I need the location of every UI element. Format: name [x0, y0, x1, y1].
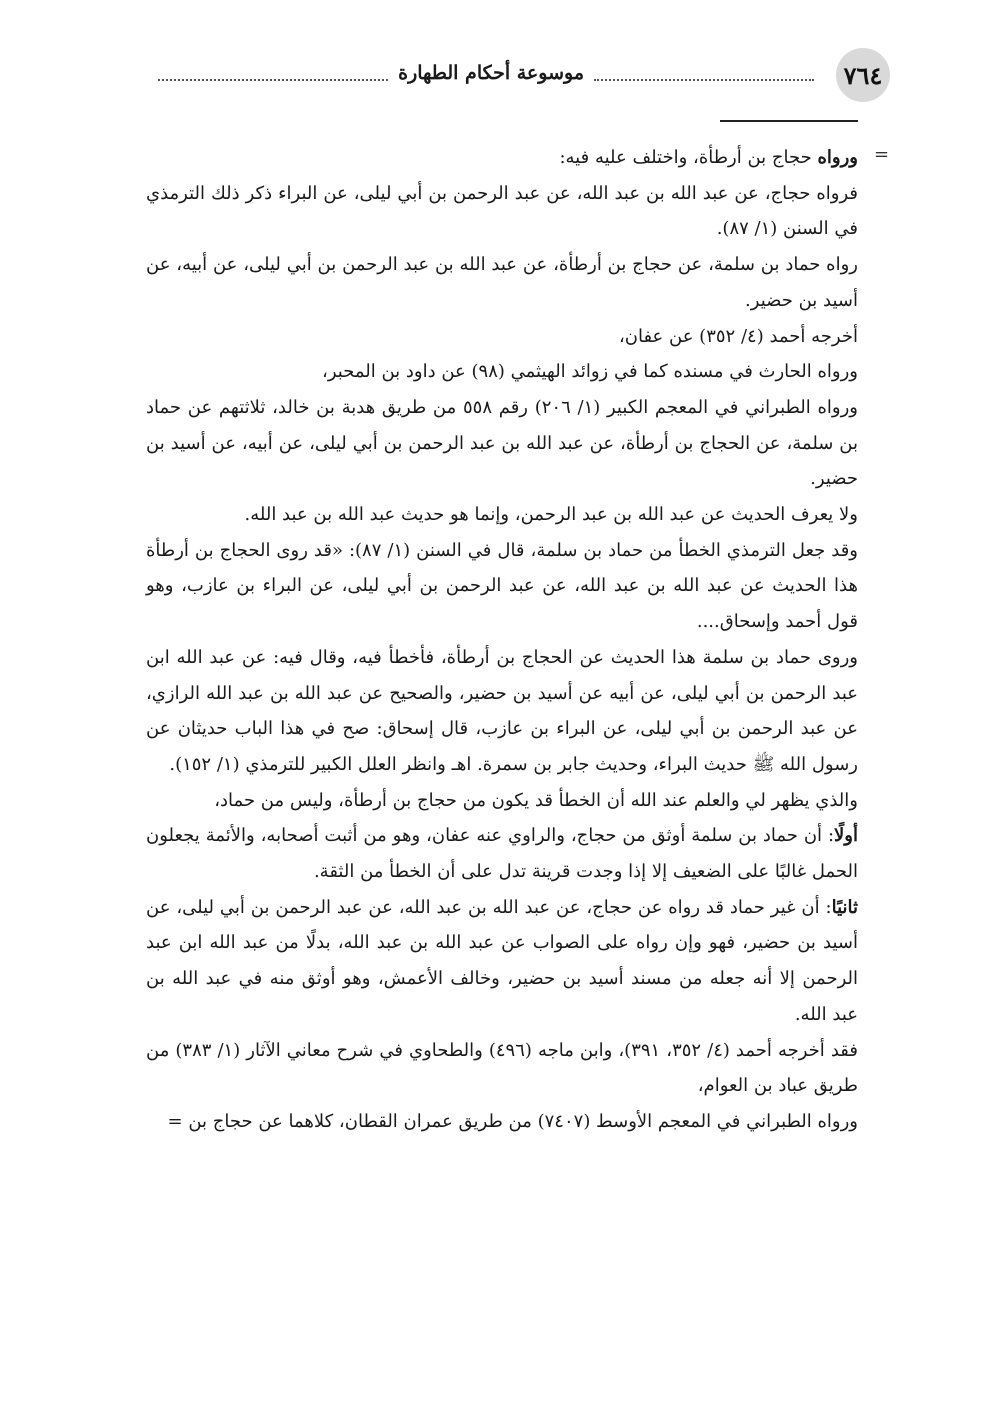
paragraph-lead: أولًا [834, 825, 858, 847]
footnote-body [146, 140, 858, 1140]
header-dots-left [158, 65, 388, 81]
paragraph: أخرجه أحمد (٤/ ٣٥٢) عن عفان، [618, 325, 858, 347]
continuation-mark: = [874, 144, 890, 165]
header-dots-right [594, 65, 814, 81]
paragraph-lead: ثانيًا [831, 896, 858, 918]
paragraph: وروى حماد بن سلمة هذا الحديث عن الحجاج بن أرطأة، فأخطأ فيه، وقال فيه: عن عبد الله ابن عبد الرحمن بن أبي ليلى، عن أبيه عن أسيد بن حضير، والصحيح عن عبد الله بن عبد الله الرازي، عن عبد الرحمن بن أبي ليلى، عن البراء بن عازب، قال إسحاق: صح في هذا الباب حديثان عن رسول الله ﷺ حديث البراء، وحديث جابر بن سمرة. اهـ وانظر العلل الكبير للترمذي (١/ ١٥٢). [146, 646, 858, 775]
page-header [140, 48, 890, 104]
footnote-separator [720, 120, 858, 122]
paragraph: ثانيًا: أن غير حماد قد رواه عن حجاج، عن عبد الله بن عبد الله، عن عبد الرحمن بن أبي ليلى، عن أسيد بن حضير، فهو وإن رواه على الصواب عن عبد الله بن عبد الله، بدلًا من عبد الله ابن عبد الرحمن إلا أنه جعله من مسند أسيد بن حضير، وخالف الأعمش، وهو أوثق منه في عبد الله بن عبد الله. [146, 896, 858, 1025]
paragraph: فرواه حجاج، عن عبد الله بن عبد الله، عن عبد الرحمن بن أبي ليلى، عن البراء ذكر ذلك الترمذي في السنن (١/ ٨٧). [146, 182, 858, 240]
book-title: موسوعة أحكام الطهارة [398, 62, 584, 84]
paragraph: ورواه حجاج بن أرطأة، واختلف عليه فيه: [559, 147, 858, 168]
running-title [148, 62, 824, 84]
paragraph: ورواه الحارث في مسنده كما في زوائد الهيثمي (٩٨) عن داود بن المحبر، [322, 361, 858, 383]
paragraph: فقد أخرجه أحمد (٤/ ٣٥٢، ٣٩١)، وابن ماجه (٤٩٦) والطحاوي في شرح معاني الآثار (١/ ٣٨٣) من طريق عباد بن العوام، [146, 1039, 858, 1097]
paragraph: أولًا: أن حماد بن سلمة أوثق من حجاج، والراوي عنه عفان، وهو من أثبت أصحابه، والأئمة يجعلون الحمل غالبًا على الضعيف إلا إذا وجدت قرينة تدل على أن الخطأ من الثقة. [146, 825, 858, 883]
paragraph: رواه حماد بن سلمة، عن حجاج بن أرطأة، عن عبد الله بن عبد الرحمن بن أبي ليلى، عن أبيه، عن أسيد بن حضير. [146, 254, 858, 311]
paragraph: ولا يعرف الحديث عن عبد الله بن عبد الرحمن، وإنما هو حديث عبد الله بن عبد الله. [244, 504, 858, 526]
paragraph-lead: ورواه [817, 147, 858, 168]
paragraph: والذي يظهر لي والعلم عند الله أن الخطأ قد يكون من حجاج بن أرطأة، وليس من حماد، [214, 789, 858, 811]
paragraph: ورواه الطبراني في المعجم الكبير (١/ ٢٠٦) رقم ٥٥٨ من طريق هدبة بن خالد، ثلاثتهم عن حماد بن سلمة، عن الحجاج بن أرطأة، عن عبد الله بن عبد الرحمن بن أبي ليلى، عن أبيه، عن أسيد بن حضير. [146, 396, 858, 490]
page-number: ٧٦٤ [843, 60, 883, 90]
paragraph: وقد جعل الترمذي الخطأ من حماد بن سلمة، قال في السنن (١/ ٨٧): «قد روى الحجاج بن أرطأة هذا الحديث عن عبد الله بن عبد الله، عن عبد الرحمن بن أبي ليلى، عن البراء بن عازب، وهو قول أحمد وإسحاق.... [146, 539, 858, 633]
page-number-badge [836, 48, 890, 102]
paragraph: ورواه الطبراني في المعجم الأوسط (٧٤٠٧) من طريق عمران القطان، كلاهما عن حجاج بن = [167, 1110, 858, 1132]
